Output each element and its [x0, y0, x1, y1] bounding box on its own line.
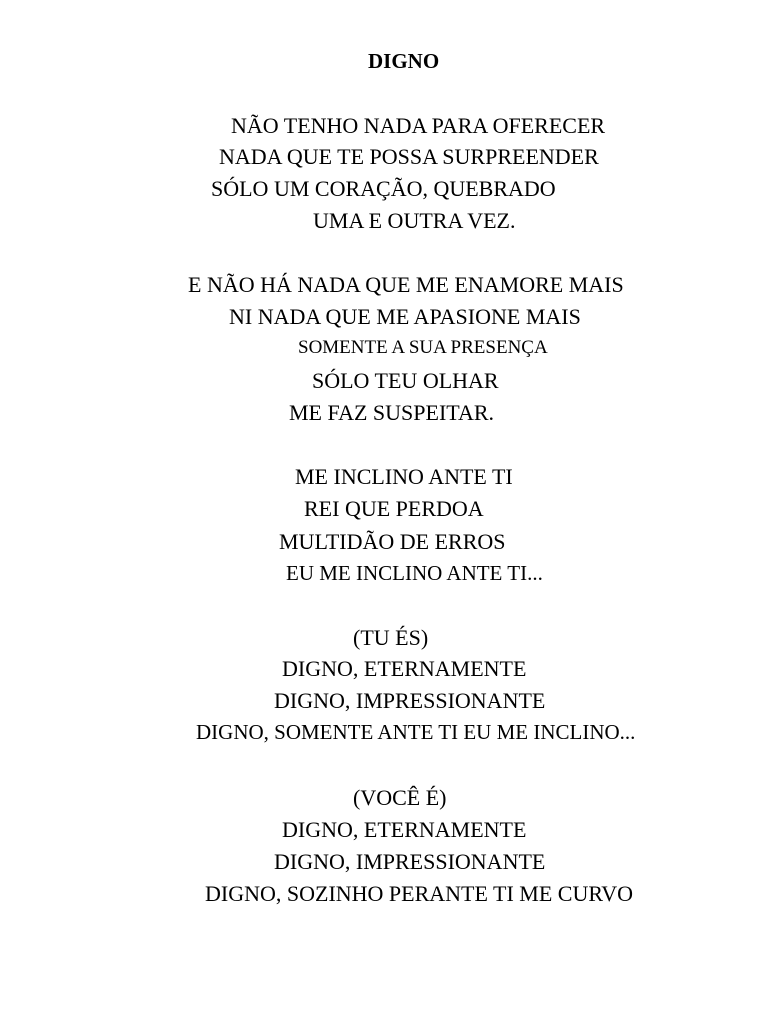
verse-line: SOMENTE A SUA PRESENÇA	[298, 337, 548, 358]
verse-line: (VOCÊ É)	[353, 785, 447, 810]
verse-line: NI NADA QUE ME APASIONE MAIS	[229, 304, 581, 329]
verse-line: DIGNO, SOMENTE ANTE TI EU ME INCLINO...	[196, 720, 636, 744]
verse-line: E NÃO HÁ NADA QUE ME ENAMORE MAIS	[188, 272, 624, 297]
verse-line: UMA E OUTRA VEZ.	[313, 208, 516, 233]
verse-line: ME INCLINO ANTE TI	[295, 464, 513, 489]
verse-line: EU ME INCLINO ANTE TI...	[286, 561, 543, 585]
verse-line: SÓLO TEU OLHAR	[312, 368, 499, 393]
verse-line: NÃO TENHO NADA PARA OFERECER	[231, 113, 606, 138]
verse-line: ME FAZ SUSPEITAR.	[289, 400, 495, 425]
verse-line: SÓLO UM CORAÇÃO, QUEBRADO	[211, 176, 556, 201]
verse-line: MULTIDÃO DE ERROS	[279, 529, 506, 554]
verse-line: (TU ÉS)	[353, 625, 429, 650]
verse-line: NADA QUE TE POSSA SURPREENDER	[219, 144, 599, 169]
verse-line: DIGNO, ETERNAMENTE	[282, 656, 527, 681]
verse-line: DIGNO, SOZINHO PERANTE TI ME CURVO	[205, 881, 634, 906]
verse-line: DIGNO, IMPRESSIONANTE	[274, 849, 546, 874]
verse-line: DIGNO, IMPRESSIONANTE	[274, 688, 546, 713]
verse-line: REI QUE PERDOA	[304, 496, 484, 521]
verse-line: DIGNO, ETERNAMENTE	[282, 817, 527, 842]
song-title: DIGNO	[368, 49, 440, 73]
